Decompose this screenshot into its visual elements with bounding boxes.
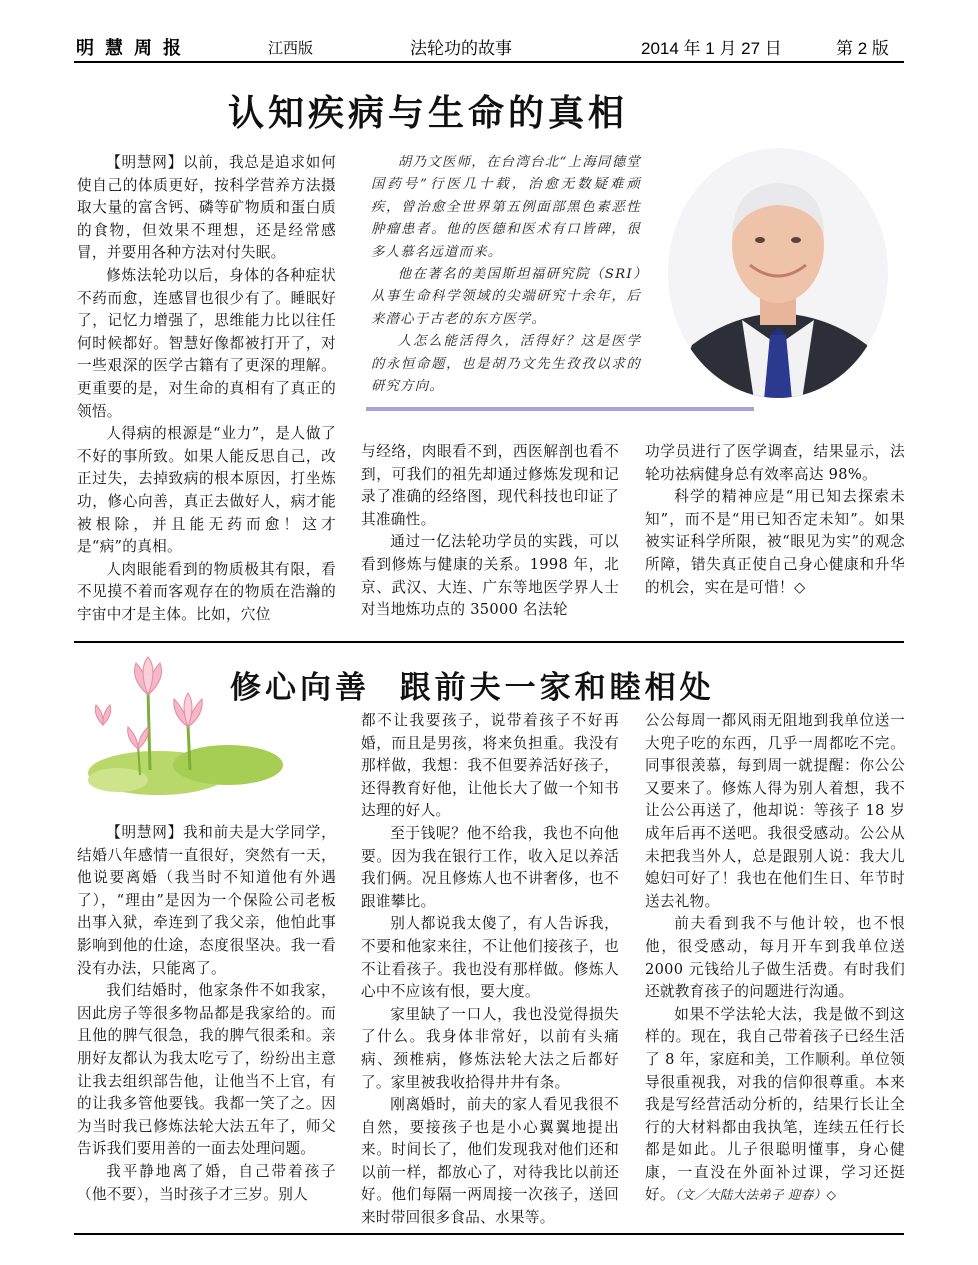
paragraph: 【明慧网】我和前夫是大学同学，结婚八年感情一直很好，突然有一天，他说要离婚（我当时不知道他有外遇了），“理由”是因为一个保险公司老板出事入狱，牵连到了我父亲，他怕此事影响到他的仕途，态度很坚决。我一看没有办法，只能离了。 — [77, 824, 336, 977]
paragraph: 至于钱呢？他不给我，我也不向他要。因为我在银行工作，收入足以养活我们俩。况且修炼人也不讲奢侈，也不跟谁攀比。 — [361, 824, 619, 910]
intro-paragraph: 人怎么能活得久，活得好？这是医学的永恒命题，也是胡乃文先生孜孜以求的研究方向。 — [371, 334, 641, 395]
paragraph: 公公每周一都风雨无阻地到我单位送一大兜子吃的东西，几乎一周都吃不完。同事很羡慕，每到周一就提醒：你公公又要来了。修炼人得为别人着想，我不让公公再送了，他却说：等孩子 18 岁成年后再不送吧。我很受感动。公公从未把我当外人，总是跟别人说：我大儿媳妇可好了！我也在他们生日、年节时送去礼物。 — [645, 712, 905, 910]
article1-title: 认知疾病与生命的真相 — [228, 93, 629, 134]
portrait-photo — [662, 145, 894, 400]
paragraph: 人肉眼能看到的物质极其有限，看不见摸不着而客观存在的物质在浩瀚的宇宙中才是主体。比如，穴位 — [77, 560, 336, 623]
issue-date: 2014 年 1 月 27 日 — [641, 39, 782, 58]
intro-divider — [366, 407, 754, 411]
paragraph: 都不让我要孩子，说带着孩子不好再婚，而且是男孩，将来负担重。我没有那样做，我想：我不但要养活好孩子，还得教育好他，让他长大了做一个知书达理的好人。 — [361, 712, 619, 820]
paragraph: 家里缺了一口人，我也没觉得损失了什么。我身体非常好，以前有头痛病、颈椎病，修炼法轮大法之后都好了。家里被我收拾得井井有条。 — [361, 1005, 619, 1091]
paragraph: 前夫看到我不与他计较，也不恨他，很受感动，每月开车到我单位送 2000 元钱给儿子做生活费。有时我们还就教育孩子的问题进行沟通。 — [645, 915, 905, 1001]
page-number: 第 2 版 — [836, 39, 889, 58]
paragraph-text: 如果不学法轮大法，我是做不到这样的。现在，我自己带着孩子已经生活了 8 年，家庭和美，工作顺利。单位领导很重视我，对我的信仰很尊重。本来我是写经营活动分析的，结果行长让全行的大材料都由我执笔，连续五任行长都是如此。儿子很聪明懂事，身心健康，一直没在外面补过课，学习还挺好。 — [645, 1005, 905, 1204]
byline: （文／大陆大法弟子 迎春）◇ — [674, 1187, 837, 1203]
header-rule — [74, 61, 904, 63]
edition-label: 江西版 — [268, 40, 314, 57]
paragraph — [645, 1004, 905, 1207]
article-separator — [74, 641, 904, 643]
paragraph: 我平静地离了婚，自己带着孩子（他不要），当时孩子才三岁。别人 — [77, 1162, 336, 1203]
footer-rule — [74, 1233, 904, 1235]
lotus-illustration — [78, 655, 340, 795]
article1-col1 — [77, 152, 336, 626]
paragraph: 【明慧网】以前，我总是追求如何使自己的体质更好，按科学营养方法摄取大量的富含钙、磷等矿物质和蛋白质的食物，但效果不理想，还是经常感冒，并要用各种方法对付失眠。 — [77, 154, 336, 262]
paragraph: 修炼法轮功以后，身体的各种症状不药而愈，连感冒也很少有了。睡眠好了，记忆力增强了，思维能力比以往任何时候都好。智慧好像都被打开了，对一些艰深的医学古籍有了更深的理解。更重要的是，对生命的真相有了真正的领悟。 — [77, 266, 336, 420]
intro-paragraph: 他在著名的美国斯坦福研究院（SRI）从事生命科学领域的尖端研究十余年，后来潜心于古老的东方医学。 — [371, 267, 641, 327]
paragraph: 功学员进行了医学调查，结果显示，法轮功祛病健身总有效率高达 98%。 — [645, 443, 905, 483]
section-name: 法轮功的故事 — [410, 39, 512, 58]
article1-col3 — [645, 441, 905, 599]
article2-col2 — [361, 710, 619, 1230]
paragraph: 别人都说我太傻了，有人告诉我，不要和他家来往，不让他们接孩子，也不让看孩子。我也没有那样做。修炼人心中不应该有恨，要大度。 — [361, 915, 619, 1001]
masthead: 明 慧 周 报 — [76, 38, 185, 58]
article1-intro — [371, 152, 641, 398]
article2-col1 — [77, 822, 336, 1206]
paragraph: 科学的精神应是“用已知去探索未知”，而不是“用已知否定未知”。如果被实证科学所限，被“眼见为实”的观念所障，错失真正使自己身心健康和升华的机会，实在是可惜！◇ — [645, 488, 905, 596]
intro-paragraph: 胡乃文医师，在台湾台北“上海同德堂国药号”行医几十载，治愈无数疑难顽疾，曾治愈全世界第五例面部黑色素恶性肿瘤患者。他的医德和医术有口皆碑，很多人慕名远道而来。 — [371, 155, 641, 260]
paragraph: 人得病的根源是“业力”，是人做了不好的事所致。如果人能反思自己，改正过失，去掉致病的根本原因，打坐炼功，修心向善，真正去做好人，病才能被根除，并且能无药而愈！这才是“病”的真相。 — [77, 425, 336, 556]
article2-col3 — [645, 710, 905, 1207]
paragraph: 与经络，肉眼看不到，西医解剖也看不到，可我们的祖先却通过修炼发现和记录了准确的经络图，现代科技也印证了其准确性。 — [361, 443, 619, 528]
paragraph: 刚离婚时，前夫的家人看见我很不自然，要接孩子也是小心翼翼地提出来。时间长了，他们发现我对他们还和以前一样，都放心了，对待我比以前还好。他们每隔一两周接一次孩子，送回来时带回很多食品、水果等。 — [361, 1096, 619, 1227]
paragraph: 通过一亿法轮功学员的实践，可以看到修炼与健康的关系。1998 年，北京、武汉、大连、广东等地医学界人士对当地炼功点的 35000 名法轮 — [361, 533, 619, 619]
article1-col2 — [361, 441, 619, 622]
paragraph: 我们结婚时，他家条件不如我家，因此房子等很多物品都是我家给的。而且他的脾气很急，我的脾气很柔和。亲朋好友都认为我太吃亏了，纷纷出主意让我去组织部告他，让他当不上官，有的让我多管他要钱。我都一笑了之。因为当时我已修炼法轮大法五年了，师父告诉我们要用善的一面去处理问题。 — [77, 982, 336, 1158]
article2-title: 修心向善 跟前夫一家和睦相处 — [230, 670, 715, 706]
